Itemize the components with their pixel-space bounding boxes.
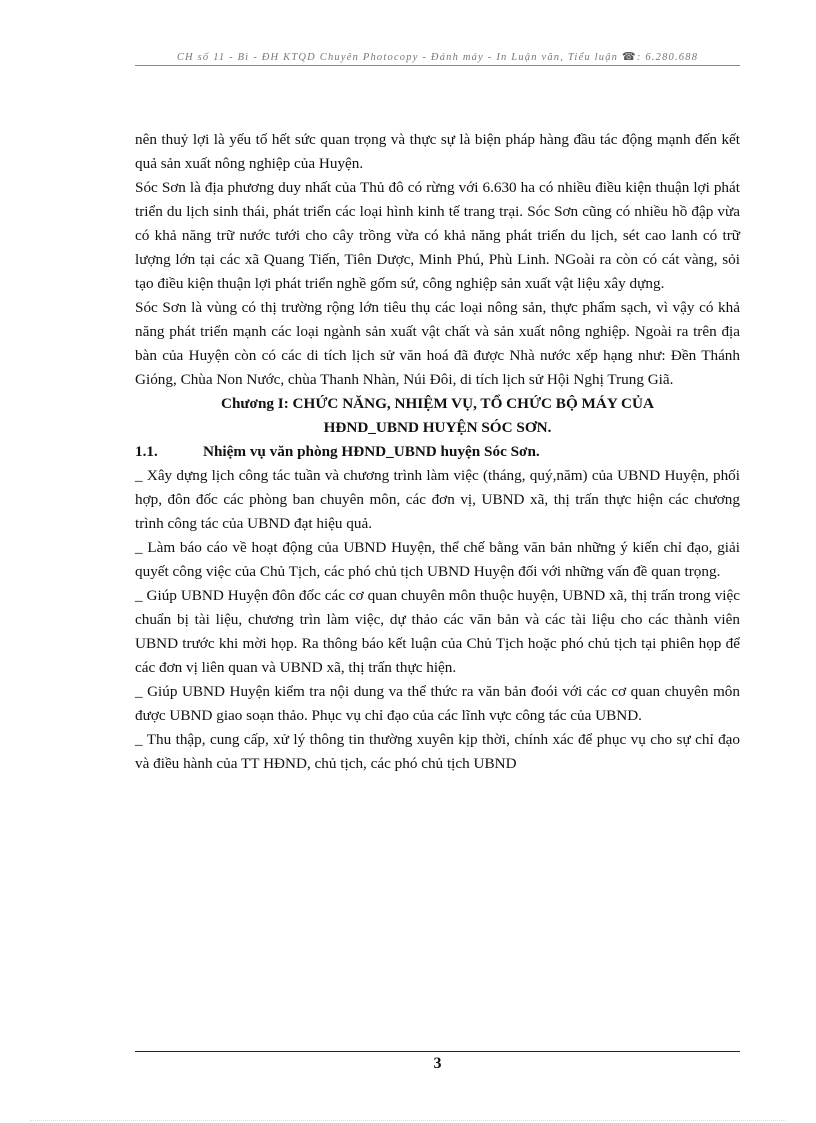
duty-item: _ Xây dựng lịch công tác tuần và chương trình làm việc (tháng, quý,năm) của UBND Huyện, phối hợp, đôn đốc các phòng ban chuyên môn, các đơn vị, UBND xã, thị trấn thực hiện các chương trình công tác của UBND đạt hiệu quả. [135, 467, 740, 532]
paragraph-forest-tourism: Sóc Sơn là địa phương duy nhất của Thủ đô có rừng với 6.630 ha có nhiều điều kiện thuận lợi phát triển du lịch sinh thái, phát triển các loại hình kinh tế trang trại. Sóc Sơn cũng có nhiều hồ đập vừa có khả năng trữ nước tưới cho cây trồng vừa có khả năng phát triển du lịch, sét cao lanh có trữ lượng lớn tại các xã Quang Tiến, Tiên Dược, Minh Phú, Phù Linh. NGoài ra còn có cát vàng, sỏi tạo điều kiện thuận lợi phát triển nghề gốm sứ, công nghiệp sản xuất vật liệu xây dựng. [135, 179, 740, 292]
section-heading [135, 440, 740, 464]
chapter-heading-line-1: Chương I: CHỨC NĂNG, NHIỆM VỤ, TỔ CHỨC BỘ MÁY CỦA [221, 395, 654, 412]
footer-divider [135, 1051, 740, 1052]
duty-item: _ Giúp UBND Huyện kiểm tra nội dung va thể thức ra văn bản đoói với các cơ quan chuyên môn được UBND giao soạn thảo. Phục vụ chỉ đạo của các lĩnh vực công tác của UBND. [135, 683, 740, 724]
page-bottom-border [30, 1120, 786, 1121]
section-number: 1.1. [135, 443, 158, 460]
page-number: 3 [433, 1055, 442, 1072]
chapter-heading-line-2: HĐND_UBND HUYỆN SÓC SƠN. [323, 419, 552, 436]
page-header [135, 50, 740, 66]
paragraph-market-heritage: Sóc Sơn là vùng có thị trường rộng lớn tiêu thụ các loại nông sản, thực phẩm sạch, vì vậy có khả năng phát triển mạnh các loại ngành sản xuất vật chất và sản xuất nông nghiệp. Ngoài ra trên địa bàn của Huyện còn có các di tích lịch sử văn hoá đã được Nhà nước xếp hạng như: Đền Thánh Gióng, Chùa Non Nước, chùa Thanh Nhàn, Núi Đôi, di tích lịch sử Hội Nghị Trung Giã. [135, 299, 740, 388]
header-phone: : 6.280.688 [636, 52, 699, 63]
section-title: Nhiệm vụ văn phòng HĐND_UBND huyện Sóc Sơn. [203, 443, 540, 460]
duty-item: _ Thu thập, cung cấp, xử lý thông tin thường xuyên kịp thời, chính xác để phục vụ cho sự chỉ đạo và điều hành của TT HĐND, chủ tịch, các phó chủ tịch UBND [135, 731, 740, 772]
document-body [135, 128, 740, 776]
header-text: CH số 11 - Bì - ĐH KTQD Chuyên Photocopy - Đánh máy - In Luận văn, Tiểu luận [176, 52, 619, 63]
duty-item: _ Giúp UBND Huyện đôn đốc các cơ quan chuyên môn thuộc huyện, UBND xã, thị trấn trong việc chuẩn bị tài liệu, chương trìn làm việc, dự thảo các văn bản và các tài liệu cho các thành viên UBND trước khi mời họp. Ra thông báo kết luận của Chủ Tịch hoặc phó chủ tịch tại phiên họp để các đơn vị liên quan và UBND xã, thị trấn thực hiện. [135, 587, 740, 676]
chapter-heading [135, 392, 740, 440]
telephone-icon: ☎ [621, 51, 637, 63]
paragraph-irrigation: nên thuỷ lợi là yếu tố hết sức quan trọng và thực sự là biện pháp hàng đầu tác động mạnh đến kết quả sản xuất nông nghiệp của Huyện. [135, 131, 740, 172]
duty-item: _ Làm báo cáo về hoạt động của UBND Huyện, thể chế bằng văn bản những ý kiến chỉ đạo, giải quyết công việc của Chủ Tịch, các phó chủ tịch UBND Huyện đối với những vấn đề quan trọng. [135, 539, 740, 580]
